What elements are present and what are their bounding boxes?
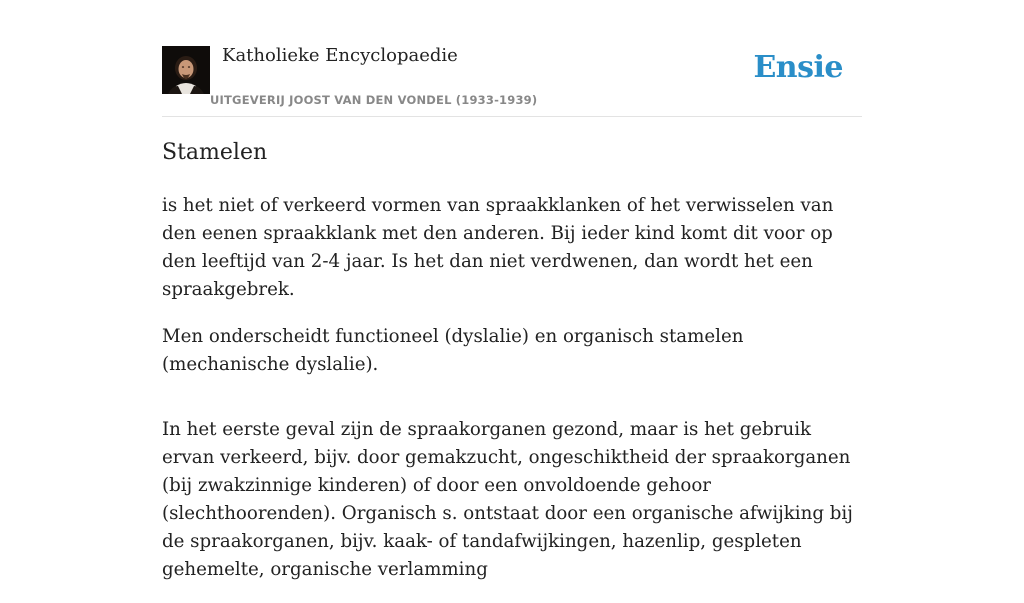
publication-title[interactable]: Katholieke Encyclopaedie	[222, 45, 458, 66]
article-title: Stamelen	[162, 140, 268, 165]
article-body	[162, 192, 867, 603]
site-header	[162, 40, 862, 117]
article-paragraph: In het eerste geval zijn de spraakorganen gezond, maar is het gebruik ervan verkeerd, bijv. door gemakzucht, ongeschiktheid der spraakorganen (bij zwakzinnige kinderen) of door een onvoldoende gehoor (slechthoorenden). Organisch s. ontstaat door een organische afwijking bij de spraakorganen, bijv. kaak- of tandafwijkingen, hazenlip, gespleten gehemelte, organische verlamming	[162, 419, 853, 580]
publisher-label: UITGEVERIJ JOOST VAN DEN VONDEL (1933-1939)	[210, 93, 538, 107]
brand-logo[interactable]: Ensie	[753, 50, 843, 85]
article-paragraph: Men onderscheidt functioneel (dyslalie) en organisch stamelen (mechanische dyslalie).	[162, 326, 744, 375]
portrait-icon	[162, 46, 210, 94]
publication-avatar[interactable]	[162, 46, 210, 94]
article-paragraph: is het niet of verkeerd vormen van spraakklanken of het verwisselen van den eenen spraakklank met den anderen. Bij ieder kind komt dit voor op den leeftijd van 2-4 jaar. Is het dan niet verdwenen, dan wordt het een spraakgebrek.	[162, 195, 834, 300]
